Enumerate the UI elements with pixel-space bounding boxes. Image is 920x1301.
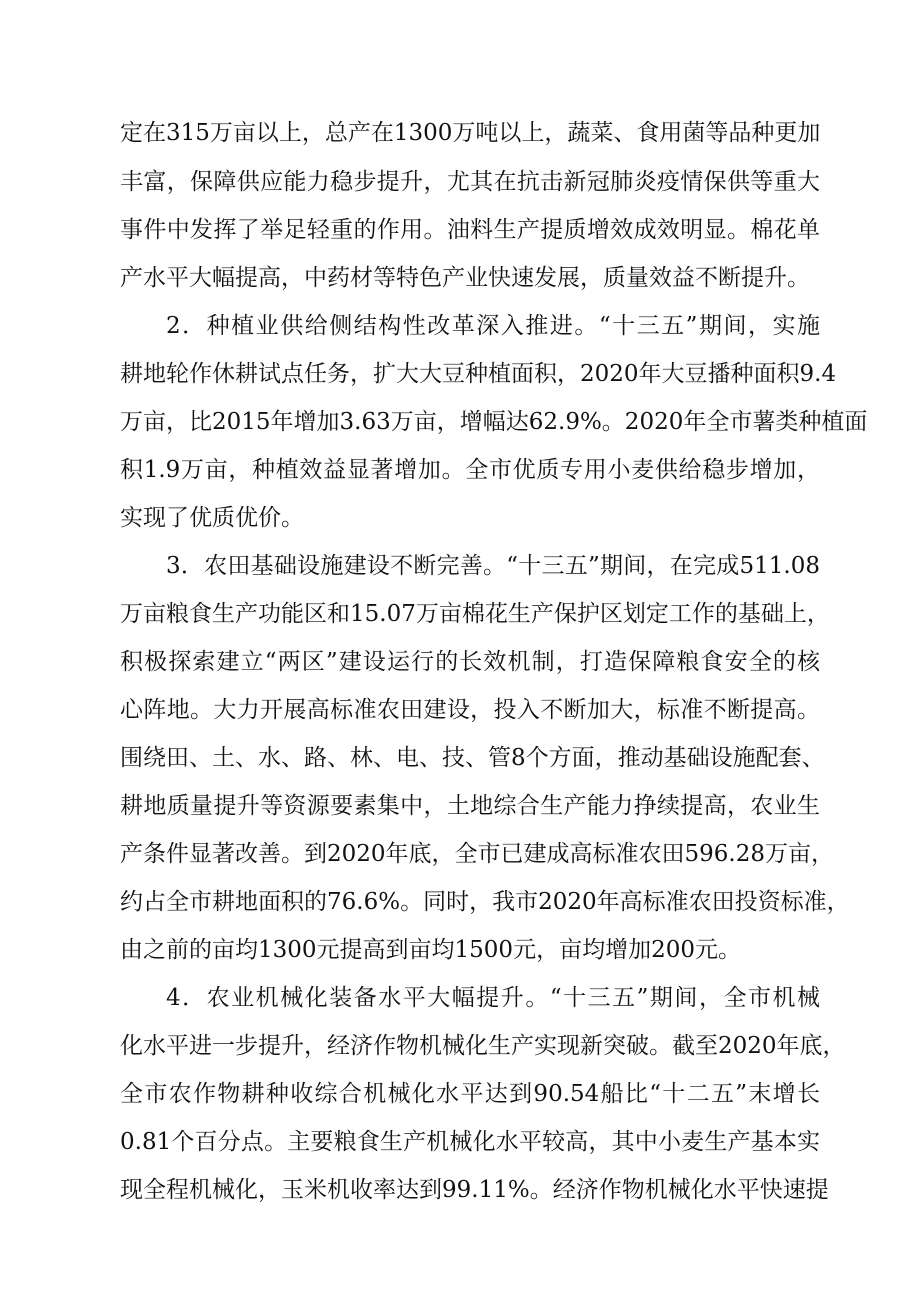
text-line: 耕地质量提升等资源要素集中，土地综合生产能力挣续提高，农业生 xyxy=(120,793,820,819)
text-line: 定在315万亩以上，总产在1300万吨以上，蔬菜、食用菌等品种更加 xyxy=(120,120,821,146)
text-line: 0.81个百分点。主要粮食生产机械化水平较高，其中小麦生产基本实 xyxy=(120,1129,820,1155)
paragraph-heading-line: 3．农田基础设施建设不断完善。“十三五”期间，在完成511.08 xyxy=(166,553,820,579)
paragraph-heading-line: 4．农业机械化装备水平大幅提升。“十三五”期间，全市机械 xyxy=(166,985,820,1011)
text-line: 产条件显著改善。到2020年底，全市已建成高标准农田596.28万亩， xyxy=(120,841,835,867)
text-line: 现全程机械化，玉米机收率达到99.11%。经济作物机械化水平快速提 xyxy=(120,1177,829,1203)
text-line: 心阵地。大力开展高标准农田建设，投入不断加大，标准不断提高。 xyxy=(120,697,820,723)
text-line: 产水平大幅提高，中药材等特色产业快速发展，质量效益不断提升。 xyxy=(120,265,810,291)
text-line: 丰富，保障供应能力稳步提升，尤其在抗击新冠肺炎疫情保供等重大 xyxy=(120,169,820,195)
text-line: 积极探索建立“两区”建设运行的长效机制，打造保障粮食安全的核 xyxy=(120,649,820,675)
text-line: 化水平进一步提升，经济作物机械化生产实现新突破。截至2020年底， xyxy=(120,1033,846,1059)
text-line: 由之前的亩均1300元提高到亩均1500元，亩均增加200元。 xyxy=(120,937,741,963)
text-line: 积1.9万亩，种植效益显著增加。全市优质专用小麦供给稳步增加， xyxy=(120,457,820,483)
text-line: 全市农作物耕种收综合机械化水平达到90.54船比“十二五”末增长 xyxy=(120,1081,820,1107)
text-line: 围绕田、土、水、路、林、电、技、管8个方面，推动基础设施配套、 xyxy=(120,745,825,771)
text-line: 实现了优质优价。 xyxy=(120,505,304,531)
text-line: 约占全市耕地面积的76.6%。同时，我市2020年高标准农田投资标准， xyxy=(120,889,850,915)
text-line: 事件中发挥了举足轻重的作用。油料生产提质增效成效明显。棉花单 xyxy=(120,217,820,243)
text-line: 万亩粮食生产功能区和15.07万亩棉花生产保护区划定工作的基础上， xyxy=(120,601,830,627)
text-line: 耕地轮作休耕试点任务，扩大大豆种植面积，2020年大豆播种面积9.4 xyxy=(120,361,837,387)
paragraph-heading-line: 2．种植业供给侧结构性改革深入推进。“十三五”期间，实施 xyxy=(166,313,820,339)
text-line: 万亩，比2015年增加3.63万亩，增幅达62.9%。2020年全市薯类种植面 xyxy=(120,409,868,435)
